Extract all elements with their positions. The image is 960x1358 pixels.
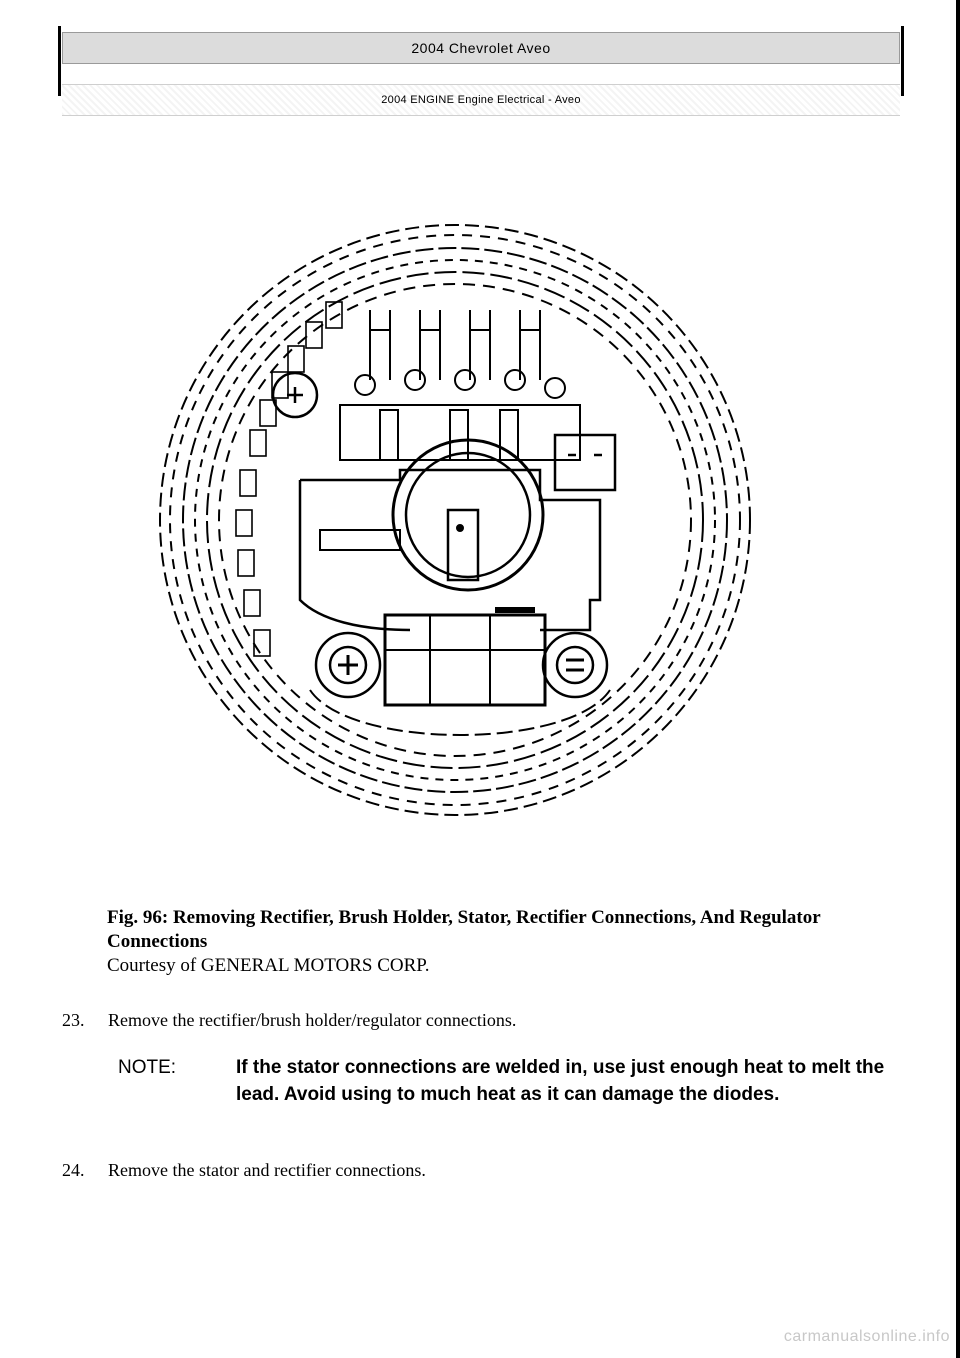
figure-caption [107,906,887,978]
figure-caption-title: Fig. 96: Removing Rectifier, Brush Holder, Stator, Rectifier Connections, And Regulator Connections [107,907,821,952]
page-header [58,26,904,106]
page-right-border [956,0,960,1358]
note-label: NOTE: [118,1057,177,1078]
document-title: 2004 Chevrolet Aveo [62,32,900,64]
step-23 [62,1008,516,1032]
document-subtitle: 2004 ENGINE Engine Electrical - Aveo [62,84,900,116]
step-number: 23. [62,1010,85,1030]
step-number: 24. [62,1160,85,1180]
alternator-figure [150,210,760,830]
note-text: If the stator connections are welded in, use just enough heat to melt the lead. Avoid using to much heat as it can damage the diodes. [236,1057,885,1105]
step-24 [62,1158,426,1182]
figure-courtesy: Courtesy of GENERAL MOTORS CORP. [107,955,430,976]
site-watermark: carmanualsonline.info [783,1328,950,1345]
step-text: Remove the stator and rectifier connections. [108,1160,426,1180]
step-text: Remove the rectifier/brush holder/regulator connections. [108,1010,517,1030]
